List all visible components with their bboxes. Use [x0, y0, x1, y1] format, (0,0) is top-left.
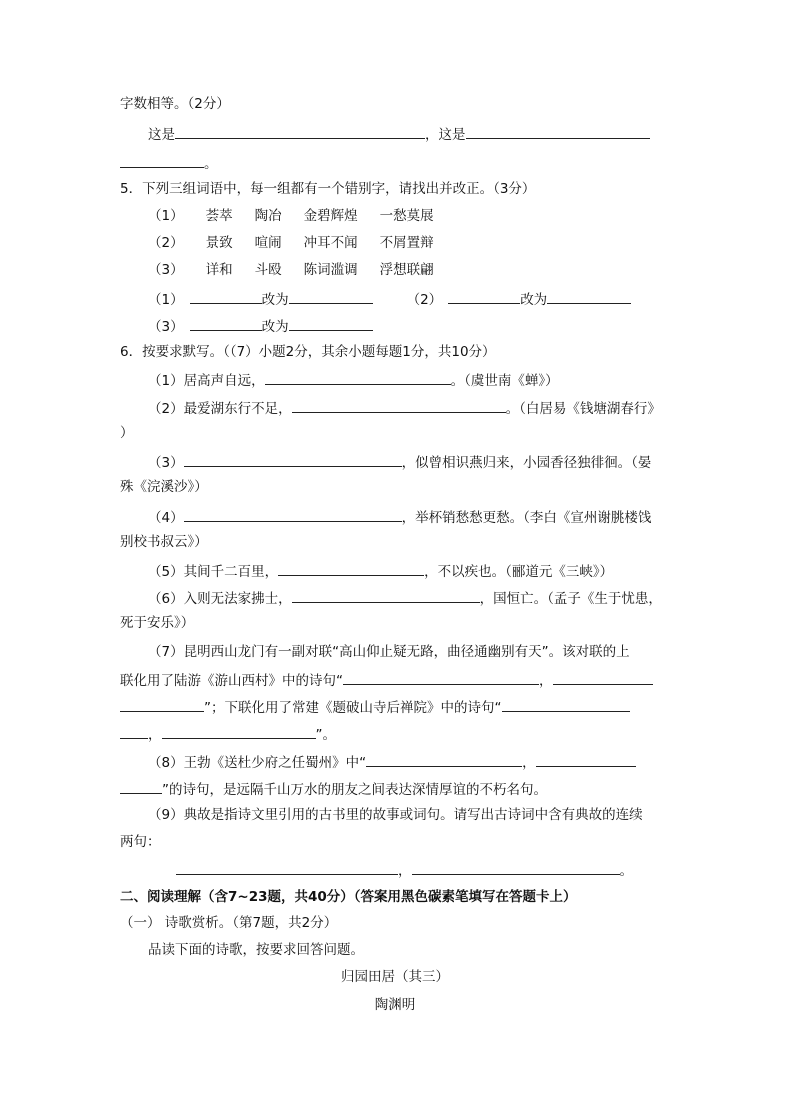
word-group-3: （3） 详和 斗殴 陈词滥调 浮想联翩	[148, 262, 434, 278]
text-line: 品读下面的诗歌，按要求回答问题。	[148, 942, 364, 958]
text-line: 字数相等。（2分）	[120, 96, 230, 112]
answer-blank[interactable]	[292, 588, 480, 603]
poem-title: 归园田居（其三）	[341, 969, 449, 985]
text-line: ”；下联化用了常建《题破山寺后禅院》中的诗句“	[120, 697, 630, 717]
answer-blank[interactable]	[547, 289, 631, 304]
answer-blank[interactable]	[466, 124, 650, 139]
answer-blank[interactable]	[120, 724, 148, 739]
text-line: （2）最爱湖东行不足， 。（白居易《钱塘湖春行》	[148, 398, 661, 418]
subsection-heading: （一） 诗歌赏析。（第7题，共2分）	[120, 915, 338, 931]
text-line: （3） ，似曾相识燕归来，小园香径独徘徊。（晏	[148, 452, 651, 472]
text-line: 联化用了陆游《游山西村》中的诗句“ ，	[120, 670, 653, 690]
answer-blank[interactable]	[176, 860, 398, 875]
text-line: 这是 ，这是	[148, 124, 650, 144]
answer-blank[interactable]	[278, 561, 424, 576]
text-line: 别校书叔云》）	[120, 534, 208, 550]
answer-blank[interactable]	[120, 153, 204, 168]
answer-blank[interactable]	[120, 779, 162, 794]
text-line: 。	[120, 153, 218, 173]
correction-line: （3） 改为	[148, 316, 373, 336]
text-line: ”的诗句，是远隔千山万水的朋友之间表达深情厚谊的不朽名句。	[120, 779, 547, 799]
question-6: 6．按要求默写。（（7）小题2分，其余小题每题1分，共10分）	[120, 344, 496, 360]
question-5: 5．下列三组词语中，每一组都有一个错别字，请找出并改正。（3分）	[120, 181, 536, 197]
answer-blank[interactable]	[553, 670, 653, 685]
answer-blank[interactable]	[184, 452, 402, 467]
text-line: ）	[120, 425, 134, 441]
text-line: （8）王勃《送杜少府之任蜀州》中“ ，	[148, 752, 636, 772]
word-group-2: （2） 景致 喧闹 冲耳不闻 不屑置辩	[148, 235, 434, 251]
answer-blank[interactable]	[289, 289, 373, 304]
text-line: （4） ，举杯销愁愁更愁。（李白《宣州谢朓楼饯	[148, 507, 651, 527]
text-line: 两句：	[120, 834, 161, 850]
answer-blank[interactable]	[289, 316, 373, 331]
answer-blank[interactable]	[175, 124, 425, 139]
text-line: （9）典故是指诗文里引用的古书里的故事或词句。请写出古诗词中含有典故的连续	[148, 807, 643, 823]
correction-line: （1） 改为 （2） 改为	[148, 289, 631, 309]
word-group-1: （1） 荟萃 陶冶 金碧辉煌 一愁莫展	[148, 208, 434, 224]
answer-blank[interactable]	[366, 752, 522, 767]
answer-blank[interactable]	[412, 860, 620, 875]
answer-blank[interactable]	[536, 752, 636, 767]
answer-blank[interactable]	[120, 697, 204, 712]
text-line: （1）居高声自远， 。（虞世南《蝉》）	[148, 370, 559, 390]
answer-blank[interactable]	[502, 697, 630, 712]
answer-blank[interactable]	[190, 316, 262, 331]
answer-blank[interactable]	[184, 507, 402, 522]
text-line: （6）入则无法家拂士， ，国恒亡。（孟子《生于忧患，	[148, 588, 662, 608]
text-line: （5）其间千二百里， ，不以疾也。（郦道元《三峡》）	[148, 561, 613, 581]
answer-blank[interactable]	[190, 289, 262, 304]
text-line: 死于安乐》）	[120, 615, 195, 631]
text-line: 殊《浣溪沙》）	[120, 479, 208, 495]
section-heading: 二、阅读理解（含7~23题，共40分）（答案用黑色碳素笔填写在答题卡上）	[120, 889, 577, 905]
answer-blank[interactable]	[448, 289, 520, 304]
text-line: ， ”。	[120, 724, 336, 744]
answer-blank[interactable]	[162, 724, 316, 739]
answer-blank[interactable]	[265, 370, 451, 385]
text-line: ， 。	[176, 860, 633, 880]
answer-blank[interactable]	[292, 398, 506, 413]
text-line: （7）昆明西山龙门有一副对联“高山仰止疑无路，曲径通幽别有天”。该对联的上	[148, 644, 630, 660]
answer-blank[interactable]	[343, 670, 539, 685]
poem-author: 陶渊明	[374, 997, 416, 1013]
